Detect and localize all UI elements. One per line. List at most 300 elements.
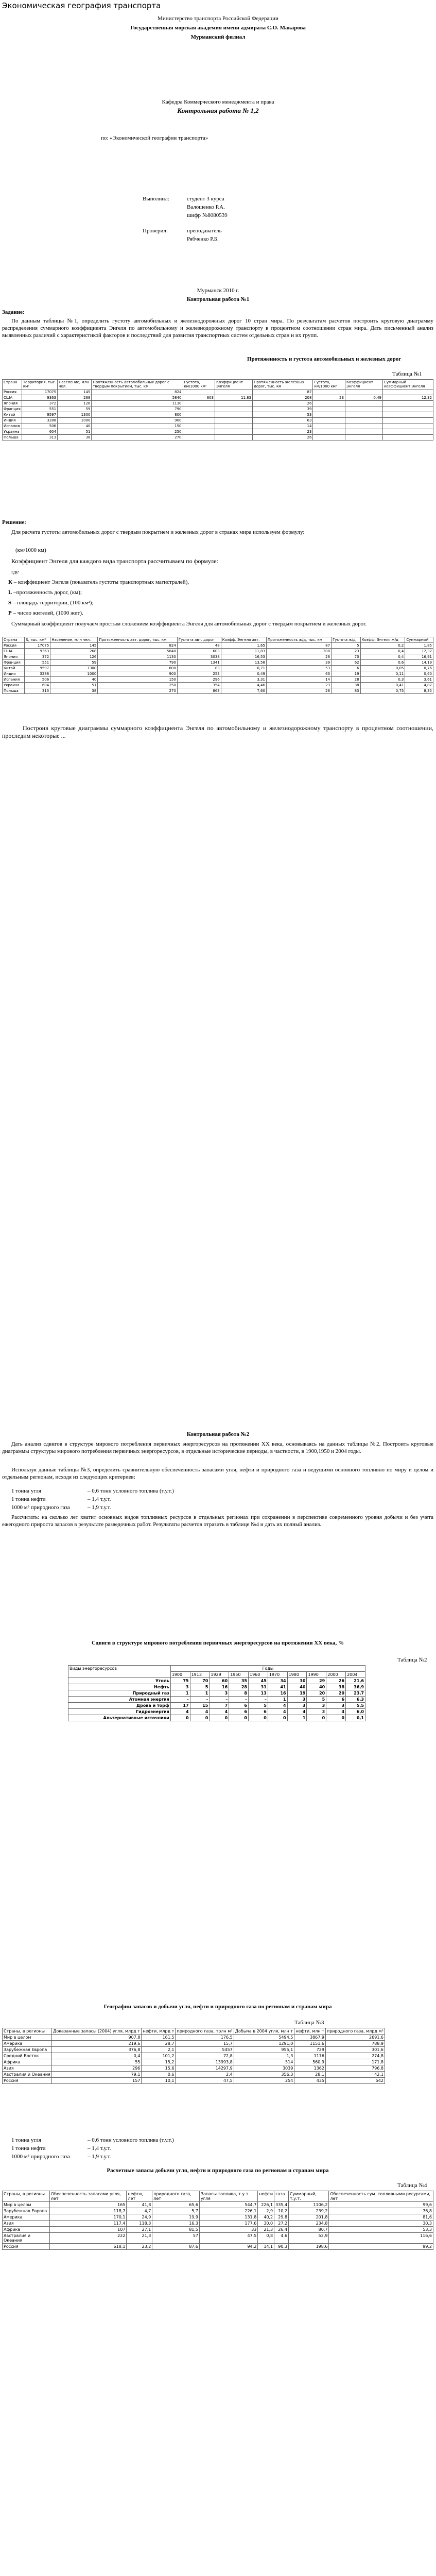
document-title: Экономическая география транспорта — [2, 1, 161, 10]
table-cell: 47,5 — [200, 2233, 258, 2244]
table-cell: 1000 — [58, 418, 92, 423]
table-cell: 83 — [332, 688, 361, 694]
table-cell: Америка — [3, 2041, 52, 2047]
table-cell — [183, 406, 215, 412]
energy-table — [68, 1665, 365, 1721]
table4-header: Суммарный, т.у.т. — [289, 2191, 329, 2202]
table-cell: 76,8 — [329, 2208, 433, 2214]
table-cell: 51 — [58, 429, 92, 435]
table-row — [3, 688, 433, 694]
table-cell: 126 — [50, 654, 98, 660]
energy-value: 3 — [307, 1709, 326, 1715]
energy-year-header: 1929 — [210, 1672, 229, 1678]
energy-value: 0 — [326, 1715, 346, 1721]
work2-p3: Рассчитать: на сколько лет хватит основных видов топливных ресурсов в отдельных регионах при сохранении в перспективе современного уровня добычи и без учета ежегодного прироста запасов в результате разведочных работ. Результаты расчетов отразить в таблице №4 и дать их полный анализ. — [2, 1514, 433, 1528]
energy-value: 6 — [249, 1709, 268, 1715]
def-l — [8, 589, 82, 596]
table-cell: 53,3 — [329, 2227, 433, 2233]
table-cell: 59 — [50, 660, 98, 666]
table-row — [3, 429, 433, 435]
table-cell: 59 — [58, 406, 92, 412]
energy-value: 70 — [190, 1678, 210, 1684]
table-cell: 551 — [22, 406, 57, 412]
table-cell: 604 — [22, 429, 57, 435]
table-cell: 24,9 — [127, 2214, 152, 2221]
table-cell: 126 — [58, 401, 92, 406]
energy-row — [68, 1690, 365, 1697]
table-cell: 3867,9 — [294, 2035, 326, 2041]
table3-header: Доказанные запасы (2004) угля, млрд т — [52, 2028, 142, 2035]
table-cell: 0,60 — [405, 671, 433, 677]
energy-value: 4 — [326, 1709, 346, 1715]
table-cell: 99,6 — [329, 2202, 433, 2208]
energy-value: 35 — [229, 1678, 249, 1684]
table-cell: 16,91 — [405, 654, 433, 660]
branch-line: Мурманский филиал — [190, 34, 246, 40]
table-cell — [345, 412, 383, 418]
energy-row — [68, 1715, 365, 1721]
table-cell: Россия — [3, 2244, 50, 2250]
table-cell: 40 — [50, 677, 98, 683]
energy-value: 6,3 — [346, 1697, 365, 1703]
table-cell: 335,4 — [274, 2202, 289, 2208]
table-cell: 38 — [58, 435, 92, 440]
table-cell: 514 — [234, 2059, 294, 2065]
table-cell: 87,6 — [152, 2244, 200, 2250]
table-cell — [383, 389, 433, 395]
table-cell: Россия — [3, 389, 22, 395]
table-cell: 21,3 — [258, 2227, 274, 2233]
energy-value: – — [190, 1697, 210, 1703]
energy-value: 13 — [249, 1690, 268, 1697]
table-cell: 270 — [98, 688, 178, 694]
table-cell: 23 — [253, 429, 313, 435]
table-cell: 0,41 — [360, 683, 405, 688]
energy-value: 5 — [190, 1684, 210, 1690]
table-cell: 171,8 — [325, 2059, 385, 2065]
energy-value: 3 — [210, 1690, 229, 1697]
def-k-text: – коэффициент Энгеля (показатель густоты транспортных магистралей), — [13, 579, 189, 585]
table1 — [2, 379, 433, 440]
table3-header: Добыча в 2004 угля, млн т — [234, 2028, 294, 2035]
table-row — [3, 2221, 433, 2227]
table-cell: 313 — [25, 688, 50, 694]
def-l-text: –протяженность дорог, (км); — [13, 589, 82, 596]
table-cell: 1130 — [98, 654, 178, 660]
energy-row — [68, 1703, 365, 1709]
table4-header: природного газа, лет — [152, 2191, 200, 2202]
table-row — [3, 2214, 433, 2221]
table-cell: 176,5 — [176, 2035, 234, 2041]
work2-title: Контрольная работа №2 — [186, 1431, 250, 1437]
checked-value: преподаватель — [187, 228, 222, 234]
table1-header-row — [3, 380, 433, 389]
table-cell: 14,19 — [405, 660, 433, 666]
table-cell: 39 — [266, 660, 331, 666]
table3-title: Географии запасов и добычи угля, нефти и природного газа по регионам и странам мира — [103, 2004, 332, 2010]
table2-header: Протяженность ж/д, тыс. км — [266, 637, 331, 643]
table-cell: 301,6 — [325, 2047, 385, 2053]
table-cell: 226,1 — [258, 2202, 274, 2208]
table-cell: 87 — [253, 389, 313, 395]
table-row — [3, 412, 433, 418]
energy-value: 36,9 — [346, 1684, 365, 1690]
table-cell: 790 — [92, 406, 183, 412]
criteria-3-label: 1000 м³ природного газа — [11, 1504, 70, 1511]
table-cell: США — [3, 649, 25, 654]
table-cell: 1,85 — [405, 643, 433, 649]
table-cell — [313, 389, 345, 395]
table4-header: нефти — [258, 2191, 274, 2202]
table2-header: Густота авт. дорог — [177, 637, 221, 643]
table-cell — [383, 435, 433, 440]
table-cell — [183, 435, 215, 440]
criteria-1-value: – 0,6 тонн условного топлива (т.у.т.) — [88, 1488, 174, 1494]
energy-header-row-1 — [68, 1666, 365, 1672]
city-year: Мурманск 2010 г. — [197, 287, 239, 294]
table-cell: 372 — [22, 401, 57, 406]
table3-header: природного газа, млрд м³ — [325, 2028, 385, 2035]
checked-label: Проверил: — [143, 228, 168, 234]
def-s — [8, 600, 93, 606]
table4-header: нефти, лет — [127, 2191, 152, 2202]
table-cell: 800 — [98, 666, 178, 671]
table-cell: 19,9 — [152, 2214, 200, 2221]
table-cell: 26 — [266, 654, 331, 660]
table4-header: Запасы топлива, т.у.т. угля — [200, 2191, 258, 2202]
table-row — [3, 643, 433, 649]
work1-title: Контрольная работа №1 — [186, 296, 250, 302]
table-row — [3, 2233, 433, 2244]
table-cell: 4,7 — [127, 2208, 152, 2214]
table-cell: 0,4 — [360, 649, 405, 654]
energy-year-header: 1900 — [170, 1672, 190, 1678]
table-cell: 3,61 — [405, 677, 433, 683]
table1-caption: Таблица №1 — [392, 371, 422, 377]
student-name: Валошенко Р.А. — [187, 204, 225, 210]
table1-header: Густота, км/1000 км² — [313, 380, 345, 389]
table-cell: 0,71 — [221, 666, 266, 671]
table-cell: 117,4 — [49, 2221, 127, 2227]
table2-header: Коэфф. Энгеля авт. — [221, 637, 266, 643]
table-cell: 900 — [98, 671, 178, 677]
table-cell — [313, 423, 345, 429]
energy-value: 3 — [287, 1697, 307, 1703]
table-cell: 21,3 — [127, 2233, 152, 2244]
table-cell — [345, 423, 383, 429]
table-cell: Зарубежная Европа — [3, 2208, 50, 2214]
table-cell: Испания — [3, 423, 22, 429]
table2-header-row — [3, 637, 433, 643]
energy-value: 3 — [170, 1684, 190, 1690]
table-cell — [215, 406, 253, 412]
table-cell: 296 — [52, 2065, 142, 2072]
table-cell: 5,7 — [152, 2208, 200, 2214]
table-cell: 12,32 — [383, 395, 433, 401]
table-cell: 9597 — [22, 412, 57, 418]
table-cell: 150 — [92, 423, 183, 429]
table2-header: Протяженность авт. дорог, тыс. км — [98, 637, 178, 643]
table3-caption: Таблица №3 — [294, 2020, 324, 2026]
task-text: По данным таблицы №1, определить густоту автомобильных и железнодорожных дорог 10 стран мира. По результатам расчетов построить круговую диаграмму распределения суммарного коэффициента Энгеля по автомобильному и железнодорожному транспорту в процентном соотношении стран мира. Дать письменный анализ выявленных различий с характеристикой факторов и последствий для развития транспортных систем отдельных стран и их групп. — [2, 318, 433, 338]
table-cell: 38 — [332, 683, 361, 688]
table-cell: 11,83 — [215, 395, 253, 401]
table-cell: 1291,0 — [234, 2041, 294, 2047]
table-cell: Польша — [3, 688, 25, 694]
table-cell — [345, 389, 383, 395]
table-cell: Украина — [3, 683, 25, 688]
table-cell: 3038 — [177, 654, 221, 660]
table-cell: 435 — [294, 2078, 326, 2084]
table-row — [3, 2053, 385, 2059]
table-cell: 1300 — [50, 666, 98, 671]
table-cell: 8,35 — [405, 688, 433, 694]
table-cell — [215, 401, 253, 406]
criteria-repeat-3-value: – 1,9 т.у.т. — [88, 2154, 111, 2160]
table4-caption: Таблица №4 — [397, 2182, 427, 2189]
performed-label: Выполнил: — [143, 196, 169, 202]
table-cell: 12,32 — [405, 649, 433, 654]
table-cell: 198,6 — [289, 2244, 329, 2250]
criteria-repeat-2-value: – 1,4 т.у.т. — [88, 2145, 111, 2151]
table-cell — [383, 401, 433, 406]
energy-value: 1 — [190, 1690, 210, 1697]
ministry-line: Министерство транспорта Российской Федерации — [158, 15, 278, 22]
table-cell: 4,87 — [405, 683, 433, 688]
summary-text: Суммарный коэффициент получаем простым сложением коэффициента Энгеля для автомобильных дорог с твердым покрытием и железных дорог. — [11, 621, 367, 627]
table-cell: 116,6 — [329, 2233, 433, 2244]
energy-years-header: Годы — [170, 1666, 365, 1672]
table-cell: 15,2 — [142, 2059, 176, 2065]
table-cell: 0,6 — [142, 2072, 176, 2078]
table-cell: 79,1 — [52, 2072, 142, 2078]
table2-header: Густота ж/д — [332, 637, 361, 643]
energy-value: 19 — [287, 1690, 307, 1697]
energy-resource-name: Атомная энергия — [68, 1697, 171, 1703]
energy-value: 60 — [210, 1678, 229, 1684]
table-cell: 101,2 — [142, 2053, 176, 2059]
table-cell: 65,6 — [152, 2202, 200, 2208]
table-cell: 14297,9 — [176, 2065, 234, 2072]
table-cell: Австралия и Океания — [3, 2233, 50, 2244]
energy-value: 16 — [210, 1684, 229, 1690]
table-cell: Украина — [3, 429, 22, 435]
table-cell: 118,7 — [49, 2208, 127, 2214]
table-cell: 38 — [50, 688, 98, 694]
table-cell: 26,4 — [274, 2227, 289, 2233]
table-cell: 3288 — [22, 418, 57, 423]
table-cell: 81,6 — [329, 2214, 433, 2221]
table-cell — [383, 418, 433, 423]
table-cell: 145 — [50, 643, 98, 649]
table-cell — [215, 412, 253, 418]
def-p-text: – число жителей, (1000 жит). — [13, 610, 83, 616]
def-k — [8, 579, 189, 585]
table2-header: Коэфф. Энгеля ж/д — [360, 637, 405, 643]
energy-row — [68, 1709, 365, 1715]
table-cell: 0,6 — [360, 660, 405, 666]
table-cell — [383, 406, 433, 412]
table-cell: 0,49 — [221, 671, 266, 677]
table-cell — [345, 401, 383, 406]
table-cell: 10,2 — [274, 2208, 289, 2214]
table2-header: S, тыс. км² — [25, 637, 50, 643]
table4-title: Расчетные запасы добычи угля, нефти и природного газа по регионам и странам мира — [107, 2167, 329, 2174]
table-cell: 14,1 — [258, 2244, 274, 2250]
energy-year-header: 1960 — [249, 1672, 268, 1678]
energy-value: 23,7 — [346, 1690, 365, 1697]
table1-header: Протяженность железных дорог, тыс. км — [253, 380, 313, 389]
table-cell: 27,1 — [127, 2227, 152, 2233]
energy-value: 4 — [268, 1703, 287, 1709]
table-cell: 0,4 — [360, 654, 405, 660]
table-cell: 80,7 — [289, 2227, 329, 2233]
criteria-repeat-1-label: 1 тонна угля — [11, 2137, 41, 2143]
table-cell: 1000 — [50, 671, 98, 677]
table-cell: 250 — [98, 683, 178, 688]
table-cell: 99,2 — [329, 2244, 433, 2250]
table-cell — [183, 423, 215, 429]
table-cell: Средний Восток — [3, 2053, 52, 2059]
table-cell: 131,8 — [200, 2214, 258, 2221]
table3-header-row — [3, 2028, 385, 2035]
table-cell: 19 — [332, 671, 361, 677]
table-cell: 40 — [58, 423, 92, 429]
table-cell: 13993,8 — [176, 2059, 234, 2065]
table-cell — [345, 406, 383, 412]
table-row — [3, 2035, 385, 2041]
energy-value: 6 — [326, 1697, 346, 1703]
table3-header: нефти, млрд т — [142, 2028, 176, 2035]
table-cell: 560,9 — [294, 2059, 326, 2065]
energy-value: 20 — [307, 1690, 326, 1697]
table-cell: 9363 — [25, 649, 50, 654]
teacher-name: Рябченко Р.Б. — [187, 236, 219, 242]
table-cell: 1151,6 — [294, 2041, 326, 2047]
table-row — [3, 2244, 433, 2250]
table-cell: 57 — [152, 2233, 200, 2244]
table-cell: 15,7 — [176, 2041, 234, 2047]
energy-value: 1 — [268, 1697, 287, 1703]
table-cell: 356,3 — [234, 2072, 294, 2078]
table-cell — [215, 389, 253, 395]
energy-value: 1 — [170, 1690, 190, 1697]
table-cell: 506 — [22, 423, 57, 429]
table2 — [2, 637, 433, 694]
table3-header: Страны, в регионы — [3, 2028, 52, 2035]
table-cell: 47,5 — [176, 2078, 234, 2084]
table-cell: 0,05 — [360, 666, 405, 671]
table-cell: 313 — [22, 435, 57, 440]
energy-value: 38 — [326, 1684, 346, 1690]
table-cell: 253 — [177, 671, 221, 677]
table-cell: 40,2 — [258, 2214, 274, 2221]
energy-value: 8 — [229, 1690, 249, 1697]
def-s-symbol: S — [8, 600, 12, 606]
energy-value: 3 — [307, 1703, 326, 1709]
energy-value: 0 — [229, 1715, 249, 1721]
table-cell — [313, 418, 345, 423]
table-cell: Австралия и Океания — [3, 2072, 52, 2078]
table-cell: 0,8 — [258, 2233, 274, 2244]
table-cell: 618,1 — [49, 2244, 127, 2250]
energy-value: 45 — [249, 1678, 268, 1684]
energy-value: 7 — [210, 1703, 229, 1709]
table-cell: 28,7 — [142, 2041, 176, 2047]
table2-container — [2, 637, 433, 694]
table-cell: Америка — [3, 2214, 50, 2221]
table-cell: 177,6 — [200, 2221, 258, 2227]
energy-table-title: Сдвиги в структуре мирового потребления первичных энергоресурсов на протяжении XX века, % — [91, 1640, 344, 1646]
table-cell: 1,65 — [221, 643, 266, 649]
table-cell: 542 — [325, 2078, 385, 2084]
table-cell: 0,49 — [345, 395, 383, 401]
table-cell: 5840 — [98, 649, 178, 654]
table-cell: Китай — [3, 666, 25, 671]
table-cell: Индия — [3, 671, 25, 677]
table-cell: 3039 — [234, 2065, 294, 2072]
table-row — [3, 418, 433, 423]
table-cell: Япония — [3, 401, 22, 406]
table-cell: 900 — [92, 418, 183, 423]
table-cell: 1176 — [294, 2053, 326, 2059]
table-cell: 222 — [49, 2233, 127, 2244]
table-cell: 7,60 — [221, 688, 266, 694]
table-cell: 161,5 — [142, 2035, 176, 2041]
table-cell: 29,8 — [274, 2214, 289, 2221]
table-cell: 0,11 — [360, 671, 405, 677]
energy-row — [68, 1697, 365, 1703]
table-row — [3, 2041, 385, 2047]
table-cell: 603 — [183, 395, 215, 401]
energy-value: 1 — [287, 1715, 307, 1721]
where-word: где — [11, 569, 19, 575]
table-cell: 1,3 — [234, 2053, 294, 2059]
table-cell: 270 — [92, 435, 183, 440]
table1-header: Население, млн чел. — [58, 380, 92, 389]
table4-header-row — [3, 2191, 433, 2202]
table-cell: Испания — [3, 677, 25, 683]
table-cell: 11,83 — [221, 649, 266, 654]
table-cell: 42,1 — [325, 2072, 385, 2078]
table4-header: Обеспеченность сум. топливными ресурсами, лет — [329, 2191, 433, 2202]
solution-text: Для расчета густоты автомобильных дорог с твердым покрытием и железных дорог в странах мира используем формулу: — [11, 529, 305, 535]
table-cell: 23 — [313, 395, 345, 401]
performed-value: студент 3 курса — [187, 196, 224, 202]
table-cell: 26 — [266, 688, 331, 694]
table1-header: Протяженность автомобильных дорог с твердым покрытием, тыс. км — [92, 380, 183, 389]
table1-header: Коэффициент Энгеля — [215, 380, 253, 389]
table-row — [3, 654, 433, 660]
table-cell: 208 — [253, 395, 313, 401]
criteria-1-label: 1 тонна угля — [11, 1488, 41, 1494]
energy-value: 4 — [287, 1709, 307, 1715]
table-cell: Япония — [3, 654, 25, 660]
energy-value: 40 — [287, 1684, 307, 1690]
table-cell: 2,4 — [176, 2072, 234, 2078]
table-row — [3, 2059, 385, 2065]
table-cell: 201,8 — [289, 2214, 329, 2221]
work2-p1: Дать анализ сдвигов в структуре мирового потребления первичных энергоресурсов на протяжении XX века, основываясь на данных таблицы №2. Построить круговые диаграммы структуры мирового потребления первичных энергоресурсов, в отдельные исторические периоды, в частности, в 1900,1950 и 2004 годы. — [2, 1441, 433, 1454]
energy-value: 5,5 — [346, 1703, 365, 1709]
table1-body — [3, 389, 433, 440]
def-k-symbol: К — [8, 579, 12, 585]
table-cell: 729 — [294, 2047, 326, 2053]
energy-value: 0 — [307, 1715, 326, 1721]
table-cell — [313, 412, 345, 418]
table3-header: нефти, млн т — [294, 2028, 326, 2035]
table-cell — [313, 429, 345, 435]
